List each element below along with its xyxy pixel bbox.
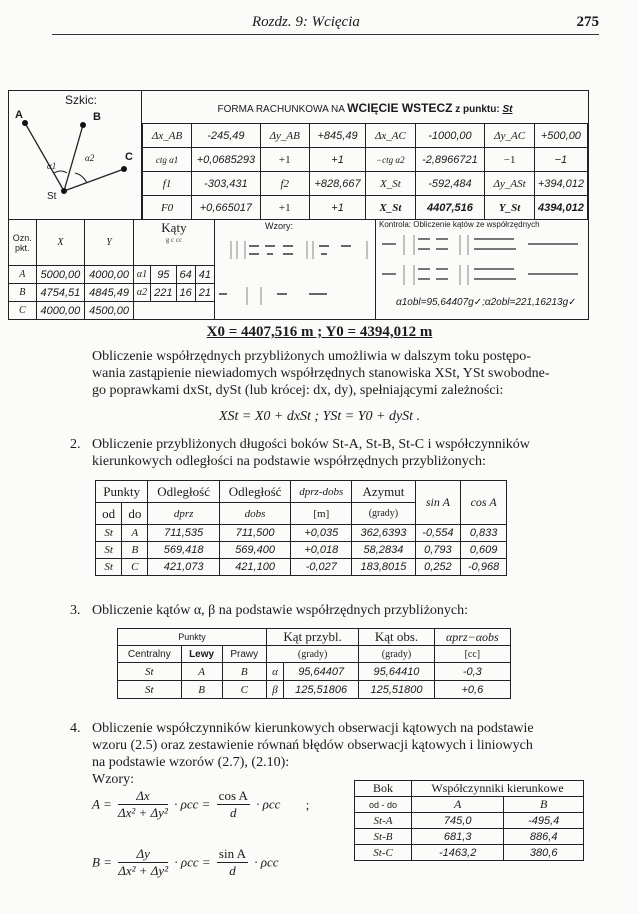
sketch — [9, 91, 142, 220]
table-row — [118, 681, 511, 699]
calculation-form — [8, 90, 589, 320]
header-cell: [cc] — [434, 646, 510, 663]
cell: +0,0685293 — [192, 148, 261, 172]
cell: β — [266, 681, 283, 699]
table-row — [355, 813, 584, 829]
header-cell: (grady) — [359, 646, 434, 663]
formula-a — [92, 788, 309, 821]
cell: 5000,00 — [36, 266, 85, 284]
cell: 0,252 — [415, 559, 461, 576]
cell: +1 — [260, 196, 309, 220]
text-line: Obliczenie kątów α, β na podstawie współrzędnych przybliżonych: — [92, 603, 469, 618]
header-cell: sin A — [415, 481, 461, 525]
cell: 21 — [195, 284, 214, 302]
cell: +500,00 — [534, 124, 587, 148]
cell: 4407,516 — [415, 196, 485, 220]
formula-mid: · ρcc = — [174, 854, 211, 870]
cell: +0,6 — [434, 681, 510, 699]
cell: F0 — [143, 196, 192, 220]
cell: 362,6393 — [352, 525, 415, 542]
header-cell: dobs — [219, 503, 290, 525]
formula-lhs: A = — [92, 796, 112, 812]
page-number: 275 — [576, 14, 599, 30]
cell: C — [222, 681, 266, 699]
header-cell: (grady) — [352, 503, 415, 525]
text-line: wania zastąpienie niewiadomych współrzędnych stanowiska XSt, YSt swobodne- — [92, 366, 550, 381]
header-cell: dprz-dobs — [291, 481, 352, 503]
text-line: go poprawkami dxSt, dySt (lub krócej: dx, dy), spełniającymi zależności: — [92, 383, 504, 398]
kontrola-formula-sketch — [378, 233, 586, 293]
item-number: 2. — [70, 437, 81, 452]
cell: -0,968 — [461, 559, 507, 576]
wzory-box — [215, 219, 375, 319]
table-header-row — [355, 781, 584, 797]
text-line: Obliczenie współrzędnych przybliżonych umożliwia w dalszym toku postępo- — [92, 349, 531, 364]
cell: 41 — [195, 266, 214, 284]
text-line: wzoru (2.5) oraz zestawienie równań błędów obserwacji kątowych i liniowych — [92, 738, 533, 753]
formula-end: · ρcc — [256, 796, 281, 812]
cell: 125,51800 — [359, 681, 434, 699]
cell: B — [222, 663, 266, 681]
cell: -0,027 — [291, 559, 352, 576]
header-cell: Azymut — [352, 481, 415, 503]
cell: 95 — [151, 266, 176, 284]
cell: -495,4 — [504, 813, 584, 829]
alpha2-label: α2 — [85, 153, 95, 163]
col-angles — [133, 220, 214, 266]
col-y: Y — [85, 220, 134, 266]
cell: A — [181, 663, 222, 681]
header-cell: Punkty — [118, 629, 267, 646]
table-row — [9, 266, 215, 284]
cell: α2 — [133, 284, 150, 302]
cell: St-A — [355, 813, 412, 829]
item-number: 4. — [70, 721, 81, 736]
cell: 4394,012 — [534, 196, 587, 220]
table-row — [96, 559, 507, 576]
cell: ctg α1 — [143, 148, 192, 172]
cell: 58,2834 — [352, 542, 415, 559]
formula-text: XSt = X0 + dxSt ; YSt = Y0 + dySt . — [218, 409, 421, 424]
table-row — [355, 829, 584, 845]
cell: Δy_AB — [260, 124, 309, 148]
cell: Δy_AC — [485, 124, 534, 148]
cell: 4000,00 — [85, 266, 134, 284]
cell: B — [181, 681, 222, 699]
header-cell: cos A — [461, 481, 507, 525]
cell: Δx_AB — [143, 124, 192, 148]
col-pt: Ozn. pkt. — [9, 220, 36, 266]
numerator: Δx — [118, 788, 168, 805]
running-title: Rozdz. 9: Wcięcia — [252, 14, 360, 30]
wzory-label: Wzory: — [92, 772, 134, 787]
header-cell: Bok — [355, 781, 412, 797]
table-row — [118, 663, 511, 681]
cell: f1 — [143, 172, 192, 196]
cell: 569,418 — [148, 542, 219, 559]
cell: 711,500 — [219, 525, 290, 542]
table-row — [9, 302, 215, 320]
header-cell: Kąt obs. — [359, 629, 434, 646]
header-cell: B — [504, 797, 584, 813]
cell: α — [266, 663, 283, 681]
form-title: FORMA RACHUNKOWA NA WCIĘCIE WSTECZ z punktu: St — [217, 101, 513, 115]
cell: Δy_ASt — [485, 172, 534, 196]
denominator: d — [230, 805, 237, 820]
cell: 16 — [176, 284, 195, 302]
cell: +394,012 — [534, 172, 587, 196]
grid-row — [143, 172, 588, 196]
angles-table — [117, 628, 511, 699]
header-cell: do — [122, 503, 148, 525]
cell: -592,484 — [415, 172, 485, 196]
numerator: cos A — [218, 788, 248, 803]
cell: 0,833 — [461, 525, 507, 542]
cell: St — [118, 681, 182, 699]
header-cell: αprz−αobs — [434, 629, 510, 646]
header-cell: A — [412, 797, 504, 813]
header-cell: Współczynniki kierunkowe — [412, 781, 584, 797]
table-header-row — [118, 629, 511, 646]
text-line: Obliczenie współczynników kierunkowych obserwacji kątowych na podstawie — [92, 721, 534, 736]
cell: -303,431 — [192, 172, 261, 196]
denominator: Δx² + Δy² — [118, 863, 169, 878]
grid-row — [143, 196, 588, 220]
table-row — [96, 542, 507, 559]
table-subheader-row — [118, 646, 511, 663]
cell: +1 — [309, 196, 365, 220]
table-row — [9, 284, 215, 302]
kontrola-label: Kontrola: Obliczenie kątów ze współrzędnych — [379, 220, 540, 229]
header-cell: Prawy — [222, 646, 266, 663]
item-number: 3. — [70, 603, 81, 618]
table-row — [96, 525, 507, 542]
cell: +0,035 — [291, 525, 352, 542]
formula-separator: ; — [305, 796, 310, 812]
grid-row — [143, 124, 588, 148]
cell: 569,400 — [219, 542, 290, 559]
cell: B — [9, 284, 36, 302]
denominator: d — [229, 863, 236, 878]
cell: 64 — [176, 266, 195, 284]
point-c-label: C — [125, 151, 133, 163]
header-cell: od - do — [355, 797, 412, 813]
header-cell: (grady) — [266, 646, 358, 663]
text-line: Obliczenie przybliżonych długości boków St-A, St-B, St-C i współczynników — [92, 437, 530, 452]
cell: +0,665017 — [192, 196, 261, 220]
cell: -1000,00 — [415, 124, 485, 148]
cell: 380,6 — [504, 845, 584, 861]
cell: X_St — [366, 172, 415, 196]
cell: 4000,00 — [36, 302, 85, 320]
cell: f2 — [260, 172, 309, 196]
cell: 4845,49 — [85, 284, 134, 302]
formula-1 — [0, 408, 639, 425]
form-grid — [142, 123, 588, 220]
header-cell: Odległość — [148, 481, 219, 503]
cell: −1 — [485, 148, 534, 172]
cell: St — [96, 542, 122, 559]
grid-row — [143, 148, 588, 172]
point-st-label: St — [47, 191, 57, 202]
kontrola-result: α1obl=95,64407g✓;α2obl=221,16213g✓ — [396, 297, 577, 308]
cell: 4754,51 — [36, 284, 85, 302]
page-header — [52, 8, 599, 35]
cell: St-C — [355, 845, 412, 861]
cell: A — [122, 525, 148, 542]
cell: -2,8966721 — [415, 148, 485, 172]
cell: St — [96, 559, 122, 576]
cell: -0,3 — [434, 663, 510, 681]
cell: +1 — [309, 148, 365, 172]
distances-table — [95, 480, 507, 576]
cell: 183,8015 — [352, 559, 415, 576]
cell: 4500,00 — [85, 302, 134, 320]
header-cell: Centralny — [118, 646, 182, 663]
alpha1-label: α1 — [47, 161, 57, 171]
cell: +1 — [260, 148, 309, 172]
cell: 0,609 — [461, 542, 507, 559]
paragraph-1 — [92, 348, 612, 399]
wzory-label: Wzory: — [265, 221, 293, 231]
header-cell: Kąt przybl. — [266, 629, 358, 646]
cell: -1463,2 — [412, 845, 504, 861]
cell: C — [9, 302, 36, 320]
angle-units: g c cc — [165, 236, 183, 244]
header-cell: od — [96, 503, 122, 525]
numerator: sin A — [218, 846, 246, 861]
angles-label: Kąty — [161, 220, 187, 235]
text-line: na podstawie wzorów (2.7), (2.10): — [92, 755, 290, 770]
cell: -0,554 — [415, 525, 461, 542]
cell: 221 — [151, 284, 176, 302]
table-header-row — [96, 481, 507, 503]
cell — [133, 302, 214, 320]
cell: X_St — [366, 196, 415, 220]
cell: C — [122, 559, 148, 576]
cell: 421,100 — [219, 559, 290, 576]
table-subheader-row — [355, 797, 584, 813]
cell: 745,0 — [412, 813, 504, 829]
cell: −ctg α2 — [366, 148, 415, 172]
header-cell: Punkty — [96, 481, 148, 503]
cell: Δx_AC — [366, 124, 415, 148]
cell: 95,64410 — [359, 663, 434, 681]
item-3 — [58, 602, 618, 619]
result-text: X0 = 4407,516 m ; Y0 = 4394,012 m — [206, 324, 433, 340]
cell: A — [9, 266, 36, 284]
sketch-diagram — [9, 91, 141, 219]
cell: St — [118, 663, 182, 681]
coordinates-table — [9, 219, 215, 320]
header-cell: Lewy — [181, 646, 222, 663]
cell: 125,51806 — [283, 681, 358, 699]
item-2 — [58, 436, 618, 470]
sketch-label: Szkic: — [65, 93, 98, 107]
cell: 95,64407 — [283, 663, 358, 681]
cell: St-B — [355, 829, 412, 845]
cell: 0,793 — [415, 542, 461, 559]
point-b-label: B — [93, 111, 101, 123]
wzory-formula-sketch — [217, 233, 373, 317]
formula-lhs: B = — [92, 854, 112, 870]
cell: St — [96, 525, 122, 542]
formula-mid: · ρcc = — [174, 796, 211, 812]
item-4 — [58, 720, 628, 788]
numerator: Δy — [118, 846, 168, 863]
cell: -245,49 — [192, 124, 261, 148]
cell: α1 — [133, 266, 150, 284]
formula-b — [92, 846, 279, 879]
point-a-label: A — [15, 109, 23, 121]
header-cell: Odległość — [219, 481, 290, 503]
cell: −1 — [534, 148, 587, 172]
cell: 711,535 — [148, 525, 219, 542]
header-cell: dprz — [148, 503, 219, 525]
cell: Y_St — [485, 196, 534, 220]
header-cell: [m] — [291, 503, 352, 525]
table-row — [355, 845, 584, 861]
denominator: Δx² + Δy² — [117, 805, 168, 820]
cell: 886,4 — [504, 829, 584, 845]
cell: 681,3 — [412, 829, 504, 845]
coord-header-row — [9, 220, 215, 266]
coefficients-table — [354, 780, 584, 861]
cell: +828,667 — [309, 172, 365, 196]
result-line — [0, 324, 639, 341]
text-line: kierunkowych odległości na podstawie współrzędnych przybliżonych: — [92, 454, 486, 469]
formula-end: · ρcc — [254, 854, 279, 870]
cell: B — [122, 542, 148, 559]
cell: +0,018 — [291, 542, 352, 559]
cell: 421,073 — [148, 559, 219, 576]
kontrola-box — [375, 219, 589, 319]
col-x: X — [36, 220, 85, 266]
cell: +845,49 — [309, 124, 365, 148]
